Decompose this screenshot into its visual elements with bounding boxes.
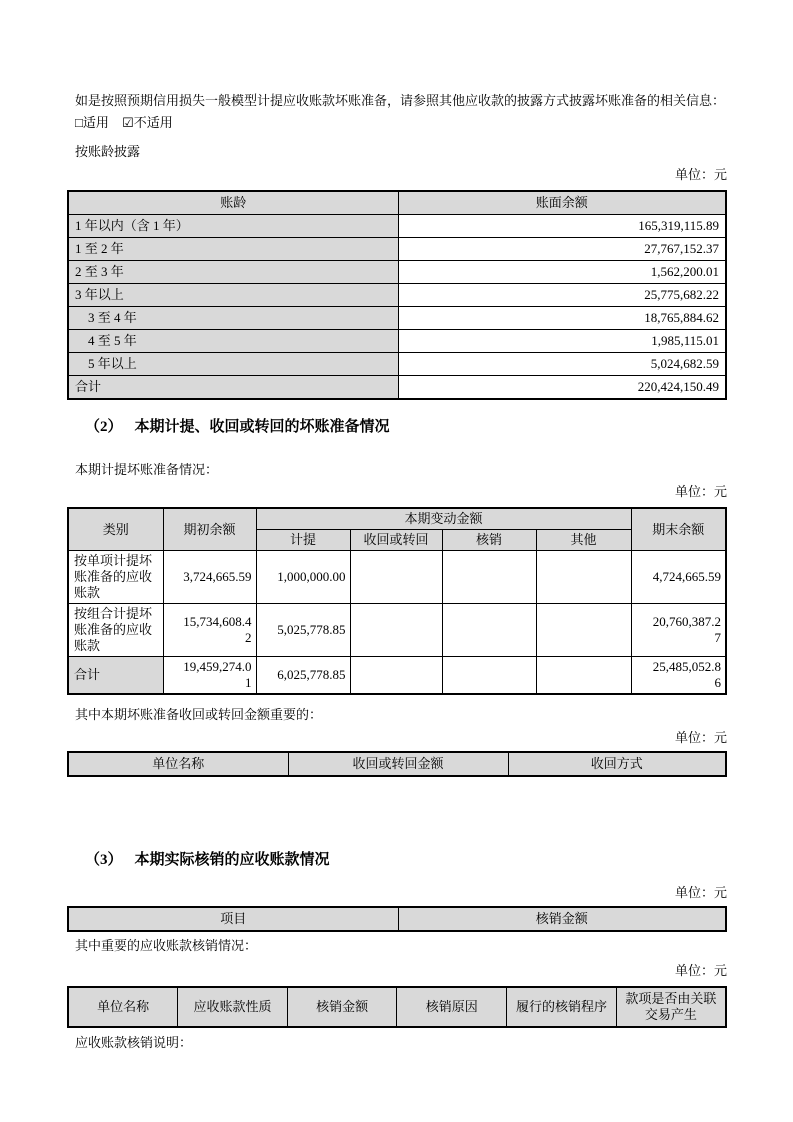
accrual-cell: 6,025,778.85: [256, 657, 350, 695]
opening-cell: 15,734,608.42: [163, 604, 256, 657]
section3-number: （3）: [85, 852, 123, 868]
table-row: [68, 261, 726, 284]
recovered-cell: [350, 551, 442, 604]
checkbox-not-applicable: ☑不适用: [122, 115, 173, 130]
table-header-row: [68, 907, 726, 931]
aging-disclosure-note: 按账龄披露: [75, 144, 141, 159]
total-value-cell: 220,424,150.49: [398, 376, 726, 400]
row-value-cell: 1,985,115.01: [398, 330, 726, 353]
writeoff-procedure-header: 履行的核销程序: [507, 987, 617, 1027]
table-total-row: [68, 657, 726, 695]
category-cell: 按单项计提坏账准备的应收账款: [68, 551, 163, 604]
recovered-cell: [350, 604, 442, 657]
entity-name-header: 单位名称: [68, 752, 288, 776]
table-row: [68, 215, 726, 238]
row-value-cell: 27,767,152.37: [398, 238, 726, 261]
section2-heading: [67, 417, 727, 437]
opening-cell: 3,724,665.59: [163, 551, 256, 604]
writeoff-amount-header: 核销金额: [398, 907, 726, 931]
closing-balance-header: 期末余额: [631, 508, 726, 551]
total-label-cell: 合计: [68, 657, 163, 695]
row-label-cell: 4 至 5 年: [68, 330, 398, 353]
writeoff-cell: [442, 604, 536, 657]
book-balance-header: 账面余额: [398, 191, 726, 215]
row-value-cell: 5,024,682.59: [398, 353, 726, 376]
aging-header: 账龄: [68, 191, 398, 215]
provision-note: 本期计提坏账准备情况：: [75, 462, 219, 477]
table-header-row: [68, 508, 726, 530]
opening-balance-header: 期初余额: [163, 508, 256, 551]
writeoff-cell: [442, 551, 536, 604]
accrual-cell: 5,025,778.85: [256, 604, 350, 657]
applicability-line: [67, 115, 727, 131]
table-header-row: [68, 987, 726, 1027]
table-row: [68, 330, 726, 353]
item-header: 项目: [68, 907, 398, 931]
closing-cell: 20,760,387.27: [631, 604, 726, 657]
writeoff-amount-header: 核销金额: [287, 987, 397, 1027]
receivable-nature-header: 应收账款性质: [178, 987, 288, 1027]
section3-title: 本期实际核销的应收账款情况: [134, 852, 330, 868]
closing-cell: 4,724,665.59: [631, 551, 726, 604]
important-writeoff-table: [67, 986, 727, 1028]
recovered-cell: [350, 657, 442, 695]
total-label-cell: 合计: [68, 376, 398, 400]
row-label-cell: 3 至 4 年: [68, 307, 398, 330]
writeoff-header: 核销: [442, 530, 536, 551]
important-writeoff-note: 其中重要的应收账款核销情况：: [75, 938, 258, 953]
row-label-cell: 1 至 2 年: [68, 238, 398, 261]
accrual-header: 计提: [256, 530, 350, 551]
recovered-header: 收回或转回: [350, 530, 442, 551]
writeoff-table: [67, 906, 727, 932]
unit-label: 单位：元: [674, 885, 727, 900]
unit-label: 单位：元: [674, 963, 727, 978]
table-header-row: [68, 191, 726, 215]
row-value-cell: 18,765,884.62: [398, 307, 726, 330]
writeoff-explanation-note: 应收账款核销说明：: [75, 1035, 193, 1050]
recovery-table: [67, 751, 727, 777]
unit-label: 单位：元: [674, 167, 727, 182]
table-row: [68, 307, 726, 330]
writeoff-cell: [442, 657, 536, 695]
table-row: [68, 604, 726, 657]
entity-name-header: 单位名称: [68, 987, 178, 1027]
closing-cell: 25,485,052.86: [631, 657, 726, 695]
recovered-amount-header: 收回或转回金额: [288, 752, 508, 776]
other-cell: [536, 551, 631, 604]
recovery-note: 其中本期坏账准备收回或转回金额重要的：: [75, 707, 323, 722]
section2-number: （2）: [85, 419, 123, 435]
other-cell: [536, 657, 631, 695]
row-label-cell: 2 至 3 年: [68, 261, 398, 284]
category-header: 类别: [68, 508, 163, 551]
page-content: [67, 0, 727, 1051]
other-cell: [536, 604, 631, 657]
row-value-cell: 25,775,682.22: [398, 284, 726, 307]
table-row: [68, 284, 726, 307]
row-value-cell: 165,319,115.89: [398, 215, 726, 238]
category-cell: 按组合计提坏账准备的应收账款: [68, 604, 163, 657]
other-header: 其他: [536, 530, 631, 551]
row-label-cell: 3 年以上: [68, 284, 398, 307]
accrual-cell: 1,000,000.00: [256, 551, 350, 604]
section2-title: 本期计提、收回或转回的坏账准备情况: [134, 419, 390, 435]
writeoff-reason-header: 核销原因: [397, 987, 507, 1027]
aging-table: [67, 190, 727, 400]
table-row: [68, 551, 726, 604]
section3-heading: [67, 850, 727, 870]
row-label-cell: 1 年以内（含 1 年）: [68, 215, 398, 238]
table-header-row: [68, 752, 726, 776]
table-row: [68, 353, 726, 376]
period-change-header: 本期变动金额: [256, 508, 631, 530]
row-value-cell: 1,562,200.01: [398, 261, 726, 284]
table-row: [68, 238, 726, 261]
opening-cell: 19,459,274.01: [163, 657, 256, 695]
intro-text: 如是按照预期信用损失一般模型计提应收账款坏账准备，请参照其他应收款的披露方式披露坏账准备的相关信息：: [75, 93, 726, 108]
related-transaction-header: 款项是否由关联交易产生: [616, 987, 726, 1027]
table-total-row: [68, 376, 726, 400]
unit-label: 单位：元: [674, 730, 727, 745]
row-label-cell: 5 年以上: [68, 353, 398, 376]
unit-label: 单位：元: [674, 484, 727, 499]
checkbox-applicable: □适用: [75, 115, 109, 130]
provision-movement-table: [67, 507, 727, 695]
recovery-method-header: 收回方式: [508, 752, 726, 776]
